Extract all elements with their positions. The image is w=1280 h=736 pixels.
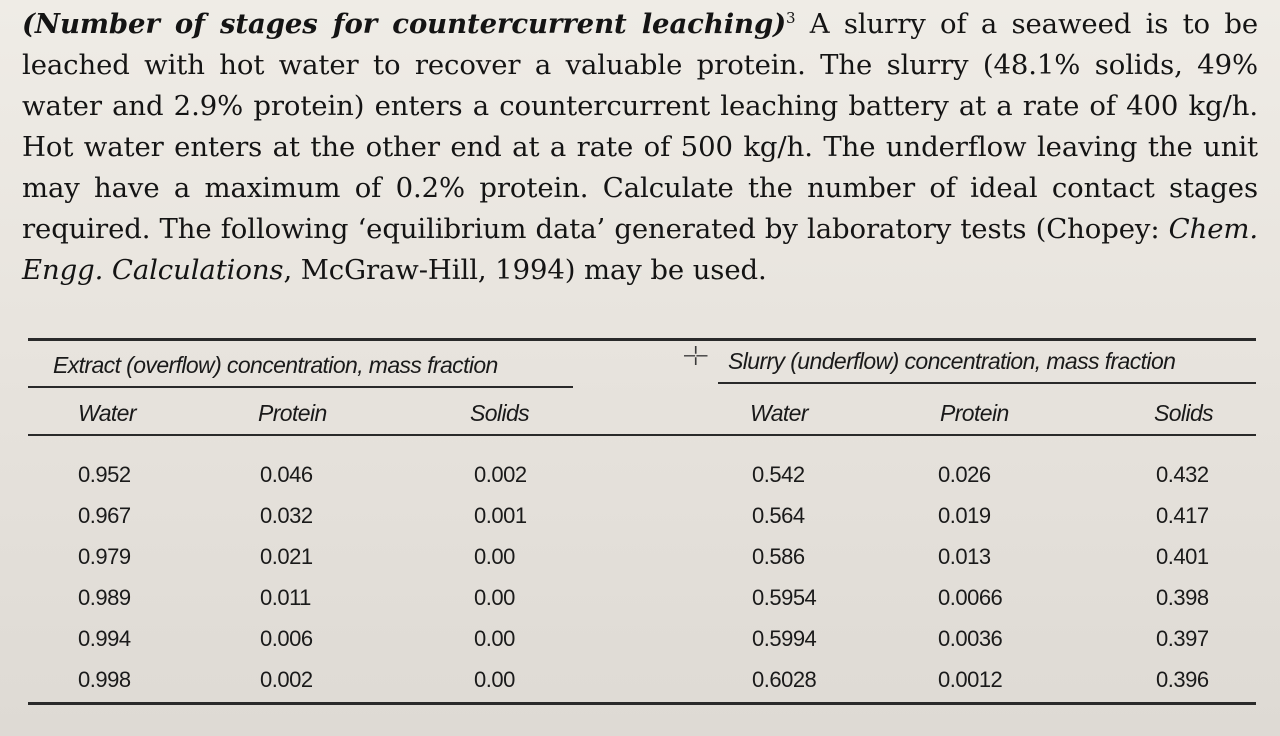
- cell-extract-protein: 0.002: [260, 667, 313, 692]
- cell-extract-protein: 0.032: [260, 503, 313, 528]
- cell-slurry-protein: 0.0012: [938, 667, 1003, 692]
- cell-slurry-protein: 0.0036: [938, 626, 1003, 651]
- cell-extract-water: 0.952: [78, 462, 131, 487]
- cell-extract-water: 0.994: [78, 626, 131, 651]
- cell-slurry-solids: 0.417: [1156, 503, 1209, 528]
- column-header-extract-solids: Solids: [470, 400, 530, 426]
- problem-title: (Number of stages for countercurrent leaching): [22, 8, 786, 40]
- cell-extract-protein: 0.046: [260, 462, 313, 487]
- cell-extract-solids: 0.00: [474, 667, 515, 692]
- cell-slurry-water: 0.542: [752, 462, 805, 487]
- extract-group-rule: [28, 386, 573, 388]
- cell-slurry-solids: 0.396: [1156, 667, 1209, 692]
- cell-slurry-protein: 0.019: [938, 503, 991, 528]
- cell-slurry-water: 0.564: [752, 503, 805, 528]
- column-header-slurry-water: Water: [750, 400, 808, 426]
- column-header-slurry-protein: Protein: [940, 400, 1009, 426]
- problem-statement: [22, 4, 1258, 291]
- footnote-marker: 3: [786, 8, 796, 27]
- column-header-extract-water: Water: [78, 400, 136, 426]
- slurry-group-rule: [718, 382, 1256, 384]
- cell-slurry-protein: 0.0066: [938, 585, 1003, 610]
- extract-group-header: Extract (overflow) concentration, mass fraction: [53, 352, 498, 378]
- cell-slurry-water: 0.5954: [752, 585, 817, 610]
- cell-extract-water: 0.979: [78, 544, 131, 569]
- cell-extract-water: 0.998: [78, 667, 131, 692]
- equilibrium-data-table: [28, 334, 1256, 710]
- cell-extract-water: 0.967: [78, 503, 131, 528]
- header-separator-mark: –¦–: [684, 344, 706, 366]
- header-rule: [28, 434, 1256, 436]
- column-header-slurry-solids: Solids: [1154, 400, 1214, 426]
- slurry-group-header: Slurry (underflow) concentration, mass fraction: [728, 348, 1176, 374]
- problem-body-part-1: A slurry of a seaweed is to be leached with hot water to recover a valuable protein. The slurry (48.1% solids, 49% water and 2.9% protein) enters a countercurrent leaching battery at a rate of 400 kg/h. Hot water enters at the other end at a rate of 500 kg/h. The underflow leaving the unit may have a maximum of 0.2% protein. Calculate the number of ideal contact stages required. The following ‘equilibrium data’ generated by laboratory tests (Chopey:: [22, 8, 1258, 245]
- table-top-rule: [28, 338, 1256, 341]
- cell-slurry-water: 0.5994: [752, 626, 817, 651]
- cell-slurry-solids: 0.401: [1156, 544, 1209, 569]
- table-bottom-rule: [28, 702, 1256, 705]
- cell-extract-protein: 0.011: [260, 585, 311, 610]
- cell-slurry-protein: 0.013: [938, 544, 991, 569]
- cell-extract-water: 0.989: [78, 585, 131, 610]
- cell-extract-protein: 0.021: [260, 544, 313, 569]
- cell-extract-solids: 0.00: [474, 585, 515, 610]
- cell-extract-solids: 0.001: [474, 503, 527, 528]
- reference-title: Chem. Engg. Calculations: [22, 213, 1258, 286]
- cell-extract-solids: 0.00: [474, 626, 515, 651]
- problem-body-part-2: , McGraw-Hill, 1994) may be used.: [283, 254, 767, 286]
- column-header-extract-protein: Protein: [258, 400, 327, 426]
- cell-slurry-water: 0.6028: [752, 667, 817, 692]
- cell-slurry-solids: 0.397: [1156, 626, 1209, 651]
- cell-slurry-protein: 0.026: [938, 462, 991, 487]
- cell-slurry-water: 0.586: [752, 544, 805, 569]
- cell-extract-protein: 0.006: [260, 626, 313, 651]
- cell-extract-solids: 0.00: [474, 544, 515, 569]
- cell-slurry-solids: 0.432: [1156, 462, 1209, 487]
- cell-extract-solids: 0.002: [474, 462, 527, 487]
- cell-slurry-solids: 0.398: [1156, 585, 1209, 610]
